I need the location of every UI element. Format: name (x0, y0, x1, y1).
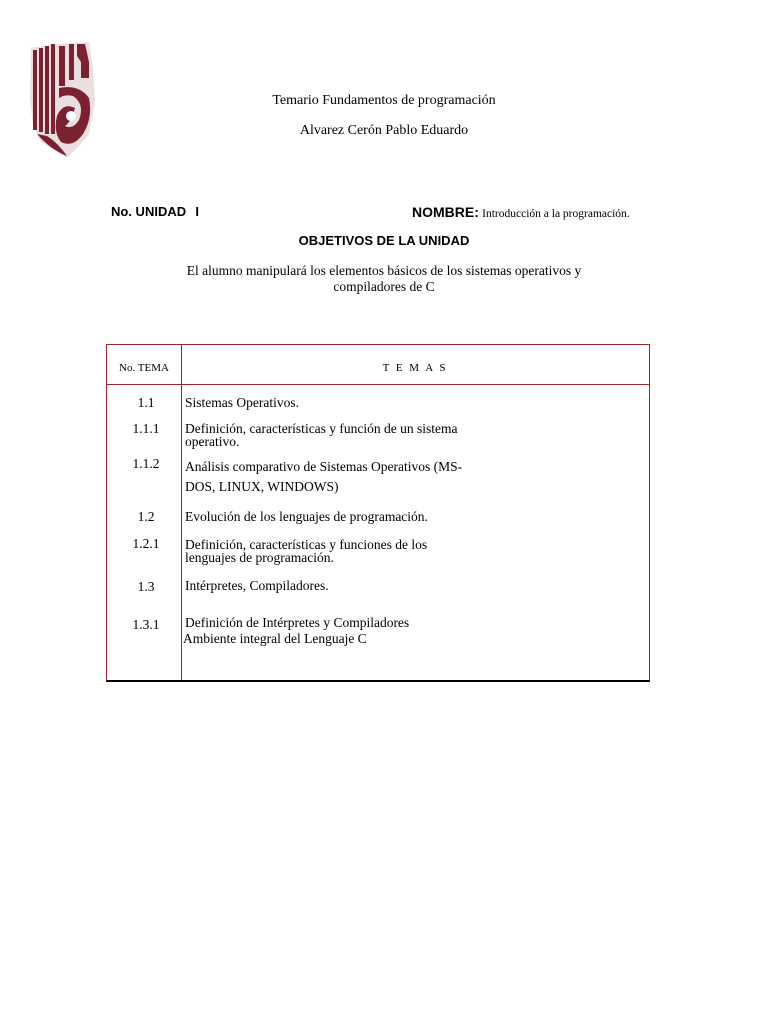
topic-text: Sistemas Operativos. (185, 395, 299, 410)
column-header-num: No. TEMA (119, 362, 169, 374)
objectives-title: OBJETIVOS DE LA UNIDAD (298, 233, 470, 248)
topic-text: Definición, características y función de un sistema operativo. (185, 421, 458, 449)
topic-num: 1.2 (137, 509, 155, 524)
unit-number-label: No. UNIDAD (111, 204, 187, 219)
topic-num: 1.2.1 (132, 536, 160, 551)
author-name: Alvarez Cerón Pablo Eduardo (299, 123, 469, 138)
document-title: Temario Fundamentos de programación (272, 93, 496, 108)
topic-text: Ambiente integral del Lenguaje C (183, 631, 367, 646)
topic-text: Evolución de los lenguajes de programación. (185, 509, 428, 524)
topic-num: 1.3.1 (132, 617, 160, 632)
unit-name-label: NOMBRE: (412, 204, 479, 220)
unit-name (412, 204, 630, 221)
unit-number-value: I (195, 204, 199, 219)
topics-table (106, 344, 650, 682)
topic-num: 1.1.2 (132, 456, 160, 471)
topic-text: Intérpretes, Compiladores. (185, 578, 329, 593)
topic-num: 1.1.1 (132, 421, 160, 436)
topic-num: 1.3 (137, 579, 155, 594)
header-divider (107, 384, 649, 385)
objectives-text: El alumno manipulará los elementos básicos de los sistemas operativos y compiladores de C (186, 263, 582, 294)
column-header-temas: T E M A S (382, 362, 448, 374)
topic-text: Definición, características y funciones de los lenguajes de programación. (185, 537, 428, 565)
topic-text: Análisis comparativo de Sistemas Operativos (MS-DOS, LINUX, WINDOWS) (185, 459, 463, 494)
topic-num: 1.1 (137, 395, 155, 410)
unit-name-value: Introducción a la programación. (482, 208, 630, 220)
unit-number (111, 204, 199, 220)
topic-text: Definición de Intérpretes y Compiladores (185, 615, 410, 630)
